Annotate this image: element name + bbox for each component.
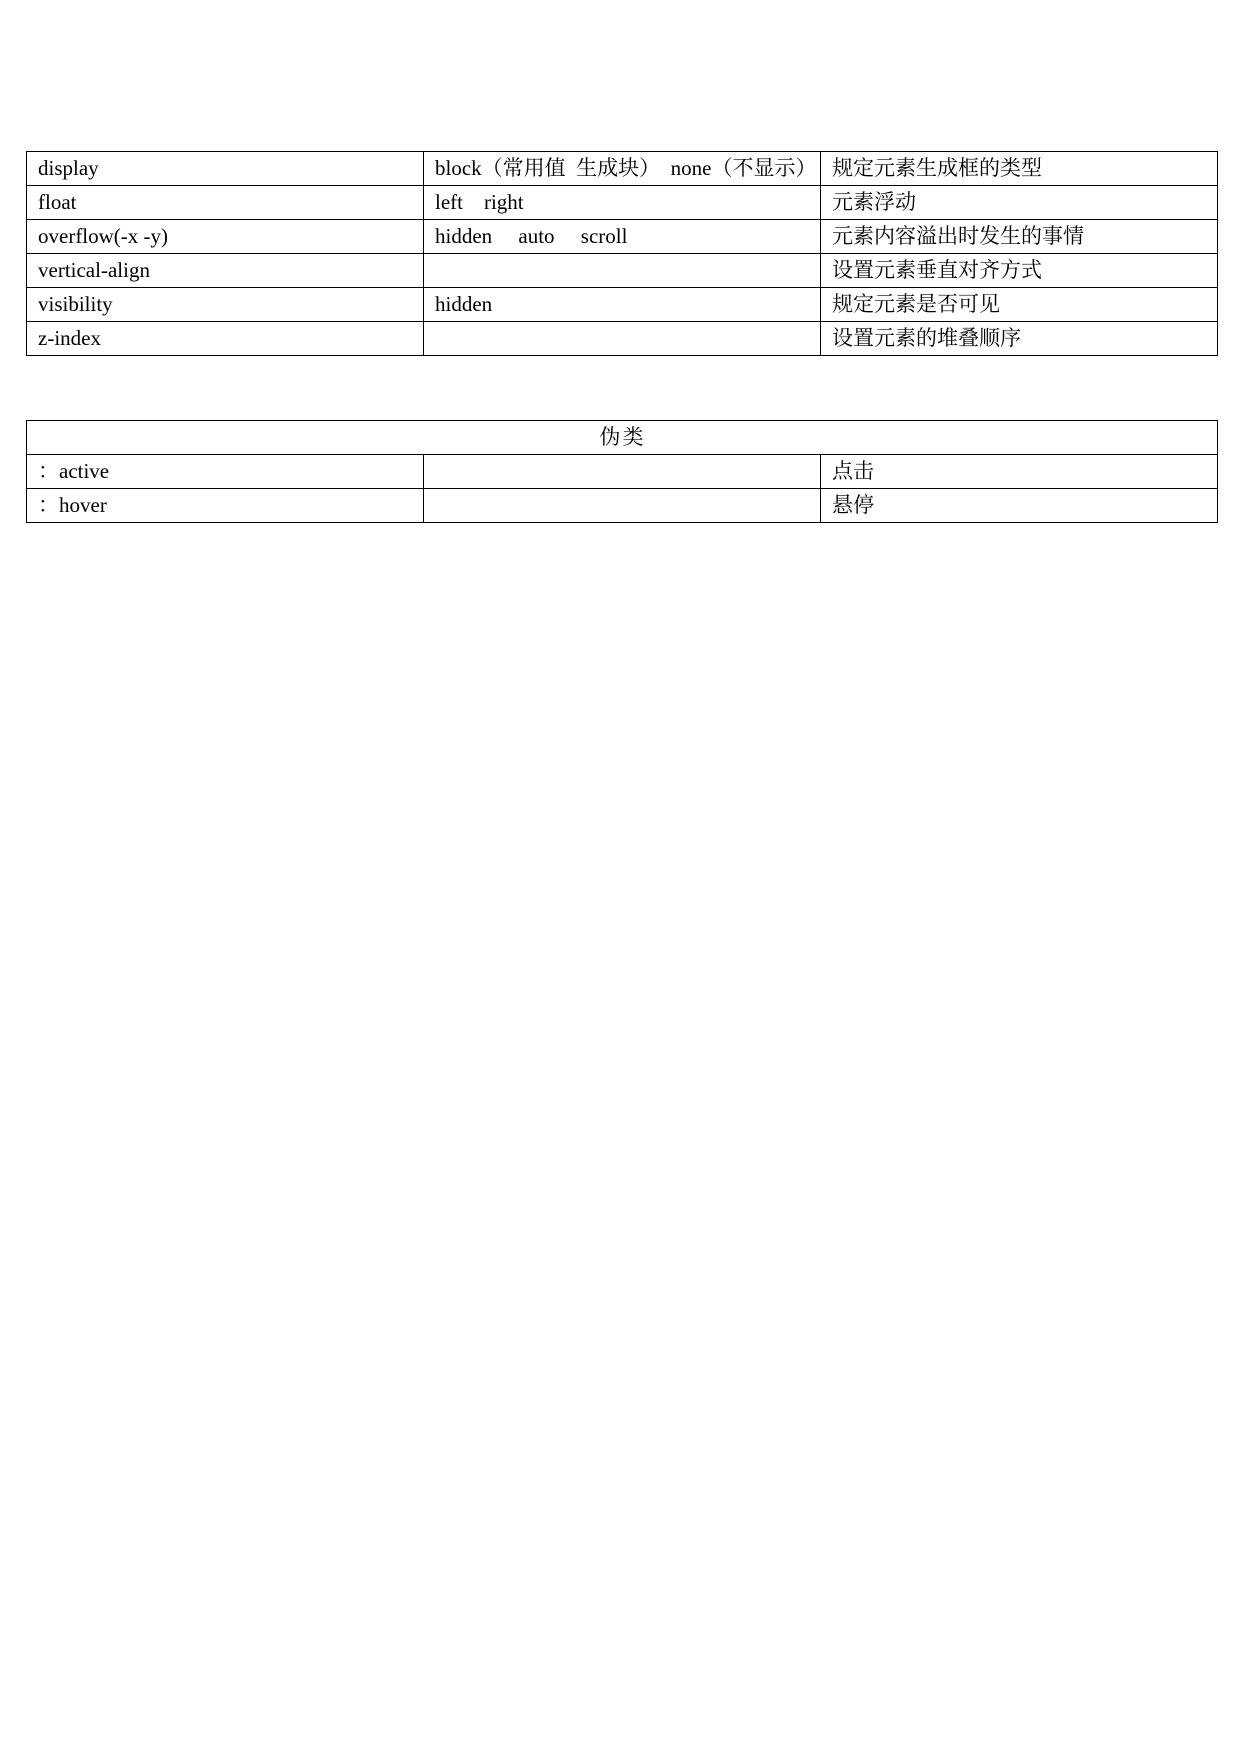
property-name-cell: overflow(-x -y) [27,220,424,254]
table-row [27,489,1218,523]
property-values-cell: hidden [424,288,821,322]
pseudo-values-cell [424,489,821,523]
property-name-cell: display [27,152,424,186]
pseudo-values-cell [424,455,821,489]
table-row [27,186,1218,220]
table-row [27,322,1218,356]
property-values-cell: block（常用值 生成块） none（不显示） [424,152,821,186]
property-values-cell [424,254,821,288]
table-title: 伪类 [27,421,1218,455]
table-row [27,254,1218,288]
css-properties-table [26,151,1218,356]
pseudo-selector-cell: ：active [27,455,424,489]
table-row [27,288,1218,322]
property-description-cell: 设置元素垂直对齐方式 [821,254,1218,288]
property-description-cell: 规定元素生成框的类型 [821,152,1218,186]
property-values-cell: left right [424,186,821,220]
pseudo-class-table [26,420,1218,523]
property-description-cell: 设置元素的堆叠顺序 [821,322,1218,356]
table-row [27,220,1218,254]
property-values-cell: hidden auto scroll [424,220,821,254]
pseudo-selector-cell: ：hover [27,489,424,523]
property-name-cell: visibility [27,288,424,322]
property-description-cell: 规定元素是否可见 [821,288,1218,322]
table-row [27,152,1218,186]
table-row [27,455,1218,489]
property-values-cell [424,322,821,356]
property-name-cell: float [27,186,424,220]
table-title-row [27,421,1218,455]
pseudo-description-cell: 点击 [821,455,1218,489]
property-description-cell: 元素浮动 [821,186,1218,220]
property-description-cell: 元素内容溢出时发生的事情 [821,220,1218,254]
pseudo-description-cell: 悬停 [821,489,1218,523]
property-name-cell: vertical-align [27,254,424,288]
property-name-cell: z-index [27,322,424,356]
